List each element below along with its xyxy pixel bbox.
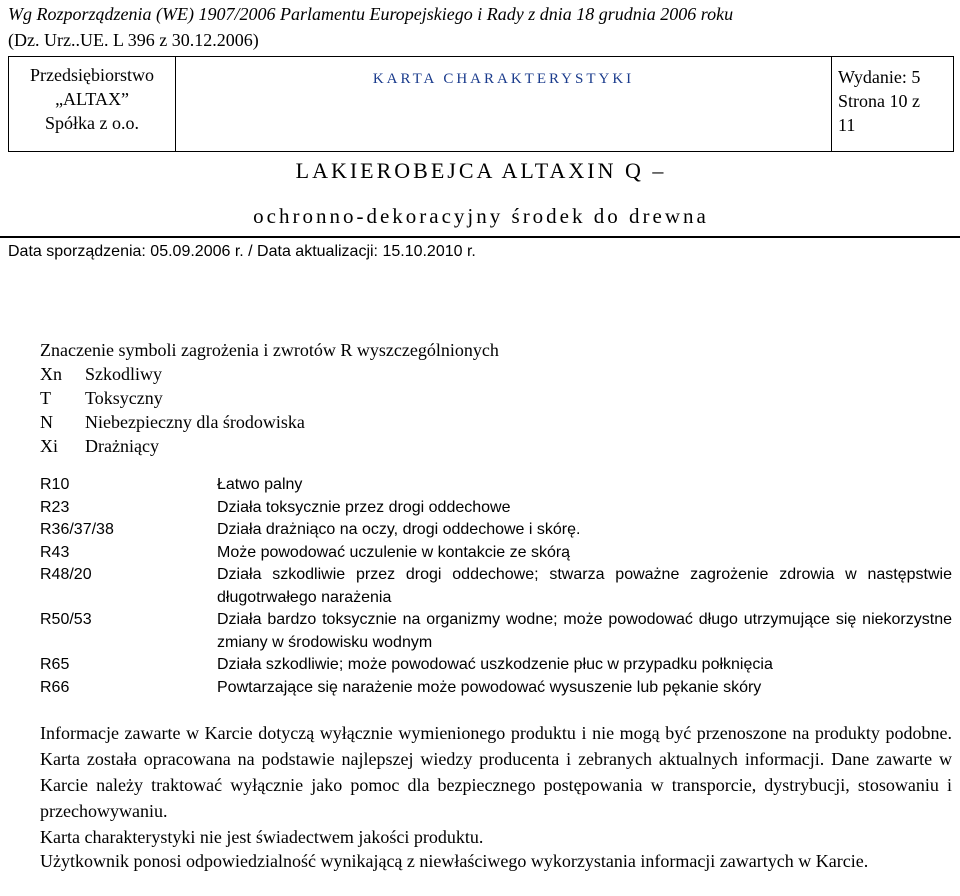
card-title: KARTA CHARAKTERYSTYKI (372, 71, 635, 87)
product-name: LAKIEROBEJCA ALTAXIN Q – (295, 158, 667, 183)
edition-cell (832, 57, 954, 152)
regulation-line-2: (Dz. Urz..UE. L 396 z 30.12.2006) (8, 30, 259, 50)
r-phrase-row (40, 497, 952, 520)
hazard-symbol-text: Szkodliwy (85, 364, 163, 384)
r-phrase-code: R66 (40, 678, 70, 696)
r-phrases-list (40, 474, 952, 699)
r-phrase-code: R50/53 (40, 611, 92, 628)
not-certificate-note: Karta charakterystyki nie jest świadectwem jakości produktu. (40, 827, 484, 847)
info-paragraph: Informacje zawarte w Karcie dotyczą wyłącznie wymienionego produktu i nie mogą być przenoszone na produkty podobne. Karta została opracowana na podstawie najlepszej wiedzy producenta i zebranych aktualnych informacji. Dane zawarte w Karcie należy traktować wyłącznie jako pomoc dla bezpiecznego postępowania w transporcie, dystrybucji, stosowaniu i przechowywaniu. (40, 723, 952, 821)
r-phrase-row (40, 519, 952, 542)
hazard-legend-title: Znaczenie symboli zagrożenia i zwrotów R wyszczególnionych (40, 340, 499, 360)
r-phrase-text: Może powodować uczulenie w kontakcie ze skórą (217, 543, 571, 561)
hazard-symbol-code: Xi (40, 436, 58, 456)
r-phrase-text: Działa szkodliwie; może powodować uszkodzenie płuc w przypadku połknięcia (217, 656, 773, 673)
hazard-symbol-text: Toksyczny (85, 388, 163, 408)
hazard-symbol-row (40, 362, 499, 386)
r-phrase-row (40, 564, 952, 609)
edition-value: 5 (911, 67, 921, 87)
hazard-symbol-code: N (40, 412, 53, 432)
r-phrase-row (40, 542, 952, 565)
regulation-line-1: Wg Rozporządzenia (WE) 1907/2006 Parlamentu Europejskiego i Rady z dnia 18 grudnia 2006 roku (8, 4, 734, 24)
r-phrase-text: Łatwo palny (217, 476, 303, 493)
edition-line (838, 65, 953, 89)
page-number: Strona 10 z 11 (838, 91, 920, 135)
liability-paragraph: Użytkownik ponosi odpowiedzialność wynikającą z niewłaściwego wykorzystania informacji zawartych w Karcie. (40, 851, 869, 871)
r-phrase-text: Działa drażniąco na oczy, drogi oddechowe i skórę. (217, 521, 581, 538)
header-divider (0, 236, 960, 238)
r-phrase-code: R10 (40, 476, 70, 493)
hazard-symbol-row (40, 434, 499, 458)
company-line-1: Przedsiębiorstwo (30, 65, 154, 85)
r-phrase-row (40, 474, 952, 497)
r-phrase-text: Działa szkodliwie przez drogi oddechowe; stwarza poważne zagrożenie zdrowia w następstwie długotrwałego narażenia (217, 566, 952, 606)
card-title-cell (176, 57, 832, 152)
hazard-symbol-text: Drażniący (85, 436, 159, 456)
r-phrase-row (40, 654, 952, 677)
r-phrase-text: Działa bardzo toksycznie na organizmy wodne; może powodować długo utrzymujące się niekorzystne zmiany w środowisku wodnym (217, 611, 952, 651)
hazard-symbol-row (40, 410, 499, 434)
company-line-3: Spółka z o.o. (45, 113, 139, 133)
r-phrase-code: R36/37/38 (40, 521, 114, 538)
r-phrase-code: R48/20 (40, 566, 92, 583)
company-cell (9, 57, 176, 152)
document-dates: Data sporządzenia: 05.09.2006 r. / Data aktualizacji: 15.10.2010 r. (8, 243, 476, 260)
product-description: ochronno-dekoracyjny środek do drewna (253, 204, 709, 228)
hazard-symbol-text: Niebezpieczny dla środowiska (85, 412, 305, 432)
r-phrase-row (40, 677, 952, 700)
r-phrase-code: R23 (40, 498, 70, 516)
r-phrase-code: R43 (40, 543, 70, 561)
r-phrase-code: R65 (40, 656, 70, 673)
r-phrase-row (40, 609, 952, 654)
hazard-legend (40, 338, 499, 458)
r-phrase-text: Powtarzające się narażenie może powodować wysuszenie lub pękanie skóry (217, 678, 762, 696)
hazard-symbol-code: T (40, 388, 51, 408)
r-phrase-text: Działa toksycznie przez drogi oddechowe (217, 498, 511, 516)
document-header-table (8, 56, 954, 152)
hazard-symbol-row (40, 386, 499, 410)
hazard-symbol-code: Xn (40, 364, 62, 384)
company-line-2: „ALTAX” (55, 89, 129, 109)
edition-label: Wydanie: (838, 67, 907, 87)
info-notes (40, 720, 952, 850)
